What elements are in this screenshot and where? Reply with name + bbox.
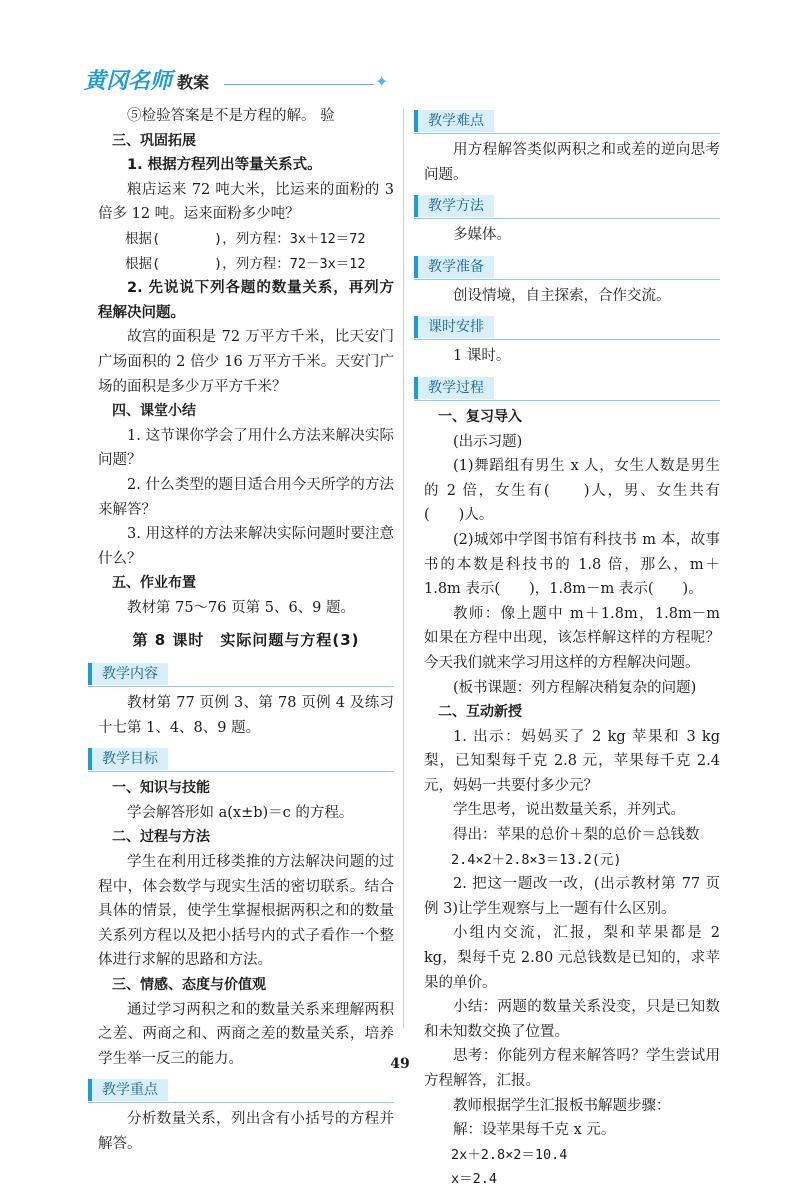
review-show: (出示习题): [453, 433, 523, 450]
section-tag-label: 教学难点: [414, 110, 494, 132]
schedule-text: 1 课时。: [453, 348, 511, 365]
sparkle-icon: ✦: [375, 72, 389, 91]
new-problem-2-teacher: 教师根据学生汇报板书解题步骤：: [453, 1097, 671, 1114]
section-tag-label: 教学方法: [414, 195, 494, 217]
header-subtitle: 教案: [177, 73, 210, 92]
new-problem-1-relation: 得出：苹果的总价＋梨的总价＝总钱数: [453, 827, 700, 844]
heading-new-lesson: 二、互动新授: [438, 704, 522, 721]
new-problem-2-think: 思考：你能列方程来解答吗？学生尝试用方程解答，汇报。: [424, 1048, 720, 1089]
homework-text: 教材第 75～76 页第 5、6、9 题。: [127, 599, 356, 616]
section-tag-process: [414, 373, 720, 405]
summary-question-2: 2. 什么类型的题目适合用今天所学的方法来解答？: [98, 476, 394, 518]
solution-step-2: 2x＋2.8×2＝10.4: [451, 1146, 568, 1163]
review-question-1: (1)舞蹈组有男生 x 人，女生人数是男生的 2 倍，女生有( )人，男、女生共有( )人。: [424, 458, 720, 524]
goal-text-2: 学生在利用迁移类推的方法解决问题的过程中，体会数学与现实生活的密切联系。结合具体的情景，使学生掌握根据两积之和的数量关系列方程以及把小括号内的式子看作一个整体进行求解的思路和方法。: [98, 854, 394, 969]
goal-heading-2: 二、过程与方法: [112, 829, 210, 846]
review-question-2: (2)城郊中学图书馆有科技书 m 本，故事书的本数是科技书的 1.8 倍，那么，m＋1.8m 表示( )，1.8m－m 表示( )。: [424, 531, 720, 598]
new-problem-1: 1. 出示：妈妈买了 2 kg 苹果和 3 kg 梨，已知梨每千克 2.8 元，苹果每千克 2.4 元，妈妈一共要付多少元？: [424, 728, 720, 794]
key-point-text: 分析数量关系，列出含有小括号的方程并解答。: [98, 1111, 394, 1152]
solution-step-3: x＝2.4: [451, 1171, 498, 1188]
section-tag-key-point: [88, 1075, 394, 1107]
section-tag-label: 课时安排: [414, 316, 494, 338]
section-tag-rule: [88, 1102, 394, 1103]
page-header: [84, 68, 389, 96]
new-problem-2-summary: 小结：两题的数量关系没变，只是已知数和未知数交换了位置。: [424, 999, 720, 1040]
section-tag-label: 教学过程: [414, 377, 494, 399]
section-tag-label: 教学准备: [414, 256, 494, 278]
new-problem-2-group: 小组内交流，汇报，梨和苹果都是 2 kg，梨每千克 2.80 元总钱数是已知的，求苹果的单价。: [424, 925, 720, 991]
section-tag-label: 教学内容: [88, 663, 168, 685]
column-divider: [403, 108, 404, 1028]
exercise-1-text: 粮店运来 72 吨大米，比运来的面粉的 3 倍多 12 吨。运来面粉多少吨？: [98, 181, 394, 223]
section-tag-label: 教学目标: [88, 748, 168, 770]
new-problem-1-calc: 2.4×2＋2.8×3＝13.2(元): [451, 851, 622, 868]
left-column: [98, 104, 394, 1157]
goal-heading-3: 三、情感、态度与价值观: [112, 977, 266, 993]
section-tag-rule: [414, 339, 720, 340]
goal-text-3: 通过学习两积之和的数量关系来理解两积之差、两商之和、两商之差的数量关系，培养学生举一反三的能力。: [98, 1001, 394, 1067]
exercise-1-equation-b: 根据( )，列方程：72－3x＝12: [125, 255, 366, 272]
lesson-title: 第 8 课时 实际问题与方程(3): [132, 631, 360, 650]
content-text: 教材第 77 页例 3、第 78 页例 4 及练习十七第 1、4、8、9 题。: [98, 695, 394, 736]
section-tag-content: [88, 659, 394, 691]
brand-logo: 黄冈名师: [84, 69, 173, 94]
new-problem-2: 2. 把这一题改一改，(出示教材第 77 页例 3)让学生观察与上一题有什么区别。: [424, 876, 720, 917]
section-tag-preparation: [414, 252, 720, 284]
section-tag-difficulty: [414, 106, 720, 138]
new-problem-1-think: 学生思考，说出数量关系，并列式。: [453, 802, 685, 819]
exercise-1-title: 1. 根据方程列出等量关系式。: [127, 157, 322, 174]
goal-text-1: 学会解答形如 a(x±b)＝c 的方程。: [127, 804, 354, 821]
section-tag-method: [414, 191, 720, 223]
exercise-1-equation-a: 根据( )，列方程：3x＋12＝72: [125, 230, 366, 247]
right-column: [424, 104, 720, 1192]
section-tag-label: 教学重点: [88, 1079, 168, 1101]
goal-heading-1: 一、知识与技能: [112, 780, 210, 797]
section-tag-rule: [414, 400, 720, 401]
step-check: ⑤检验答案是不是方程的解。 验: [127, 108, 335, 124]
section-tag-rule: [88, 686, 394, 687]
preparation-text: 创设情境，自主探索，合作交流。: [453, 287, 671, 304]
exercise-2-title: 2. 先说说下列各题的数量关系，再列方程解决问题。: [98, 280, 394, 321]
heading-homework: 五、作业布置: [112, 575, 196, 592]
exercise-2-text: 故宫的面积是 72 万平方千米，比天安门广场面积的 2 倍少 16 万平方千米。天安门广场的面积是多少万平方千米？: [98, 329, 394, 395]
board-title: (板书课题：列方程解决稍复杂的问题): [453, 679, 697, 696]
heading-summary: 四、课堂小结: [112, 403, 196, 420]
summary-question-3: 3. 用这样的方法来解决实际问题时要注意什么？: [98, 526, 394, 567]
teacher-intro: 教师：像上题中 m＋1.8m，1.8m－m 如果在方程中出现，该怎样解这样的方程呢？今天我们就来学习用这样的方程解决问题。: [424, 605, 720, 671]
difficulty-text: 用方程解答类似两积之和或差的逆向思考问题。: [424, 142, 720, 183]
section-tag-schedule: [414, 312, 720, 344]
section-tag-rule: [88, 771, 394, 772]
section-tag-goals: [88, 744, 394, 776]
method-text: 多媒体。: [453, 227, 511, 244]
summary-question-1: 1. 这节课你学会了用什么方法来解决实际问题？: [98, 427, 394, 469]
page-number: 49: [390, 1056, 410, 1072]
section-tag-rule: [414, 133, 720, 134]
heading-consolidate: 三、巩固拓展: [112, 132, 196, 149]
section-tag-rule: [414, 218, 720, 219]
heading-review: 一、复习导入: [438, 408, 522, 425]
header-rule: [224, 84, 374, 85]
solution-step-1: 解：设苹果每千克 x 元。: [453, 1122, 616, 1139]
section-tag-rule: [414, 279, 720, 280]
